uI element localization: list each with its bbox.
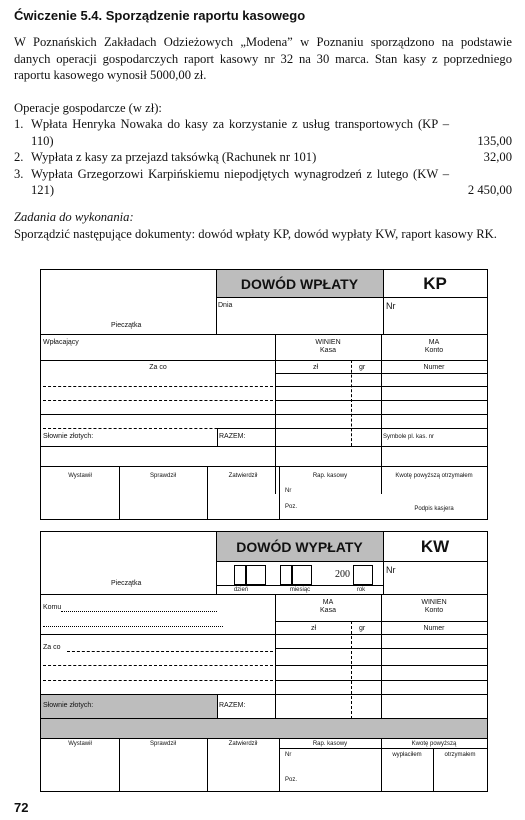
operation-amount: 32,00	[483, 150, 512, 164]
kw-symbol: KW	[420, 537, 450, 556]
kw-zl-label: zł	[311, 625, 317, 632]
operation-amount: 135,00	[477, 133, 512, 148]
tasks-heading: Zadania do wykonania:	[14, 210, 134, 224]
kw-sig-received: Kwotę powyższą	[411, 741, 457, 747]
kp-sig-received: Kwotę powyższą otrzymałem	[395, 473, 473, 479]
kw-debit-label: WINIEN	[421, 599, 447, 606]
kp-sig-issued: Wystawił	[68, 473, 92, 479]
operation-item	[14, 116, 512, 149]
kw-sig-paid: wypłaciłem	[392, 752, 422, 758]
kp-sig-approved: Zatwierdził	[228, 473, 258, 479]
kw-sig-report-pos: Poz.	[285, 777, 298, 783]
kp-zl-label: zł	[313, 364, 319, 371]
kp-sig-report-nr: Nr	[285, 488, 292, 494]
kp-cashbook-label: Symbole pl. kas. nr	[383, 434, 435, 440]
kw-sig-issued: Wystawił	[68, 741, 92, 747]
kw-day-label: dzień	[233, 587, 249, 593]
kp-for-label: Za co	[149, 364, 167, 371]
kw-year-label: rok	[356, 587, 366, 593]
kw-nr-label: Nr	[386, 565, 396, 575]
kp-words-label: Słownie złotych:	[43, 433, 94, 440]
kp-date-label: Dnia	[218, 302, 233, 309]
operation-number: 3.	[14, 166, 24, 181]
operation-item	[14, 149, 512, 166]
operations-heading: Operacje gospodarcze (w zł):	[14, 101, 162, 115]
kp-sig-report-pos: Poz.	[285, 504, 298, 510]
kp-credit-label: MA	[428, 339, 440, 346]
kw-words-bg-2	[41, 719, 487, 738]
kw-sig-got: otrzymałem	[444, 752, 476, 758]
kp-sig-checked: Sprawdził	[149, 473, 176, 479]
operation-number: 2.	[14, 150, 24, 164]
kp-form	[40, 269, 488, 520]
kp-nr-label: Nr	[386, 301, 396, 311]
kw-credit-sub: Kasa	[320, 607, 336, 614]
kp-title: DOWÓD WPŁATY	[240, 276, 359, 292]
kw-words-label: Słownie złotych:	[43, 702, 94, 709]
exercise-title: Ćwiczenie 5.4. Sporządzenie raportu kasowego	[14, 8, 306, 23]
kp-sig-report: Rap. kasowy	[312, 473, 348, 479]
operation-text: Wypłata Grzegorzowi Karpińskiemu niepodjętych wynagrodzeń z lutego (KW – 121)	[31, 166, 449, 197]
page-number: 72	[14, 800, 29, 815]
kw-year-box[interactable]	[353, 565, 373, 585]
tasks-text: Sporządzić następujące dokumenty: dowód wpłaty KP, dowód wypłaty KW, raport kasowy RK.	[14, 227, 497, 241]
kp-number-label: Numer	[423, 364, 445, 371]
kp-credit-sub: Konto	[424, 347, 444, 354]
kw-form	[40, 531, 488, 792]
kp-total-label: RAZEM:	[219, 433, 246, 440]
operation-text: Wpłata Henryka Nowaka do kasy za korzystanie z usług transportowych (KP – 110)	[31, 117, 449, 148]
kp-gr-label: gr	[359, 364, 366, 371]
kw-title: DOWÓD WYPŁATY	[236, 539, 363, 555]
kw-gr-label: gr	[359, 625, 366, 632]
kp-debit-label: WINIEN	[315, 339, 341, 346]
kw-sig-report: Rap. kasowy	[312, 741, 348, 747]
exercise-intro: W Poznańskich Zakładach Odzieżowych „Modena” w Poznaniu sporządzono na podstawie danych operacji gospodarczych raport kasowy nr 32 na 30 marca. Stan kasy z poprzedniego raportu kasowego wynosił 5000,00 zł.	[14, 35, 512, 82]
operation-item	[14, 166, 512, 199]
kw-sig-approved: Zatwierdził	[228, 741, 258, 747]
kp-stamp-label: Pieczątka	[111, 322, 142, 329]
kw-month-box-2[interactable]	[291, 565, 312, 585]
kw-number-label: Numer	[423, 625, 445, 632]
operation-amount: 2 450,00	[467, 183, 512, 197]
kp-debit-sub: Kasa	[320, 347, 336, 354]
kp-symbol: KP	[423, 274, 447, 293]
kp-payer-label: Wpłacający	[43, 339, 79, 346]
kw-for-label: Za co	[43, 644, 61, 651]
kw-sig-report-nr: Nr	[285, 752, 292, 758]
kw-day-box-2[interactable]	[245, 565, 266, 585]
kp-sig-cashier: Podpis kasjera	[414, 506, 454, 512]
kw-stamp-label: Pieczątka	[111, 580, 142, 587]
operation-number: 1.	[14, 117, 24, 131]
kw-sig-checked: Sprawdził	[149, 741, 176, 747]
kw-total-label: RAZEM:	[219, 702, 246, 709]
kw-credit-label: MA	[322, 599, 334, 606]
kw-debit-sub: Konto	[424, 607, 444, 614]
operation-text: Wypłata z kasy za przejazd taksówką (Rachunek nr 101)	[31, 150, 317, 164]
kw-month-label: miesiąc	[289, 587, 311, 593]
kw-year-prefix: 200	[335, 569, 350, 580]
operations-list	[14, 116, 512, 199]
kw-to-label: Komu	[43, 604, 62, 611]
